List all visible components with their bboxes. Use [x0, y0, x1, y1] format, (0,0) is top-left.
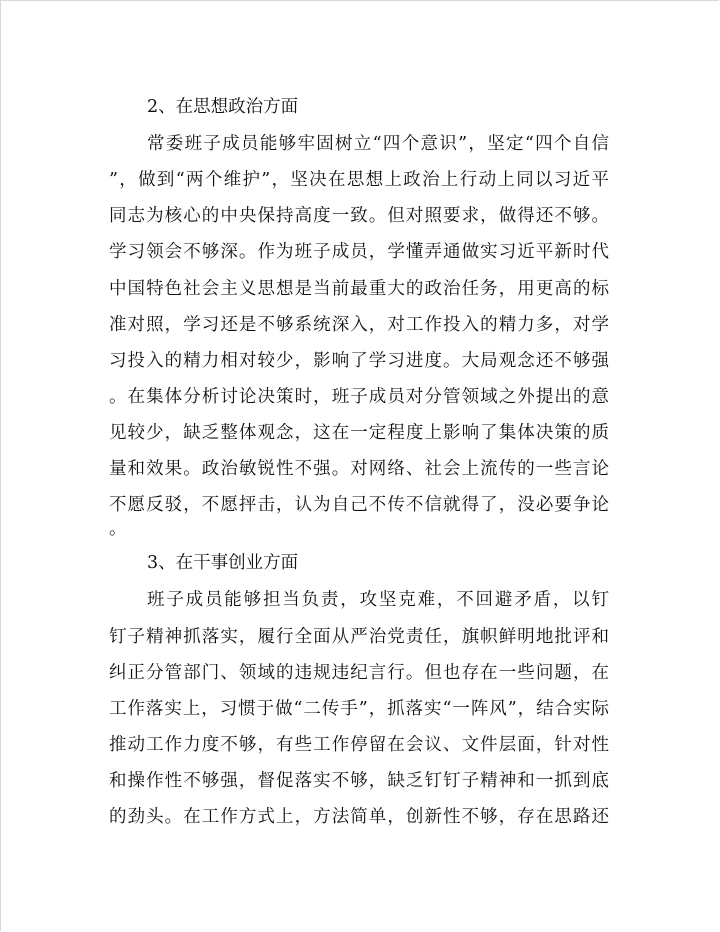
paragraph-1-line-3: 同志为核心的中央保持高度一致。但对照要求，做得还不够。 [109, 206, 609, 226]
paragraph-2-line-6: 和操作性不够强，督促落实不够，缺乏钉钉子精神和一抓到底 [109, 771, 609, 791]
paragraph-2-line-2: 钉子精神抓落实，履行全面从严治党责任，旗帜鲜明地批评和 [109, 627, 609, 647]
paragraph-1-line-7: 习投入的精力相对较少，影响了学习进度。大局观念还不够强 [109, 351, 609, 371]
paragraph-1-line-9: 见较少，缺乏整体观念，这在一定程度上影响了集体决策的质 [109, 423, 609, 443]
paragraph-1-line-12: 。 [109, 519, 127, 539]
section-heading-3: 3、在干事创业方面 [147, 553, 299, 573]
paragraph-1-line-11: 不愿反驳，不愿抨击，认为自己不传不信就得了，没必要争论 [109, 495, 609, 515]
paragraph-2-line-7: 的劲头。在工作方式上，方法简单，创新性不够，存在思路还 [109, 807, 609, 827]
paragraph-2-line-4: 工作落实上，习惯于做“二传手”，抓落实“一阵风”，结合实际 [109, 699, 609, 719]
paragraph-1-line-8: 。在集体分析讨论决策时，班子成员对分管领域之外提出的意 [109, 387, 609, 407]
paragraph-1-line-10: 量和效果。政治敏锐性不强。对网络、社会上流传的一些言论 [109, 459, 609, 479]
paragraph-2-line-5: 推动工作力度不够，有些工作停留在会议、文件层面，针对性 [109, 735, 609, 755]
paragraph-1-line-2: ”，做到“两个维护”，坚决在思想上政治上行动上同以习近平 [109, 170, 609, 190]
paragraph-2-line-3: 纠正分管部门、领域的违规违纪言行。但也存在一些问题，在 [109, 663, 609, 683]
paragraph-1-line-5: 中国特色社会主义思想是当前最重大的政治任务，用更高的标 [109, 279, 609, 299]
paragraph-1-line-6: 准对照，学习还是不够系统深入，对工作投入的精力多，对学 [109, 315, 609, 335]
paragraph-1-line-4: 学习领会不够深。作为班子成员，学懂弄通做实习近平新时代 [109, 242, 609, 262]
paragraph-2-line-1: 班子成员能够担当负责，攻坚克难，不回避矛盾，以钉 [147, 590, 609, 610]
section-heading-2: 2、在思想政治方面 [147, 97, 299, 117]
paragraph-1-line-1: 常委班子成员能够牢固树立“四个意识”，坚定“四个自信 [147, 134, 609, 154]
